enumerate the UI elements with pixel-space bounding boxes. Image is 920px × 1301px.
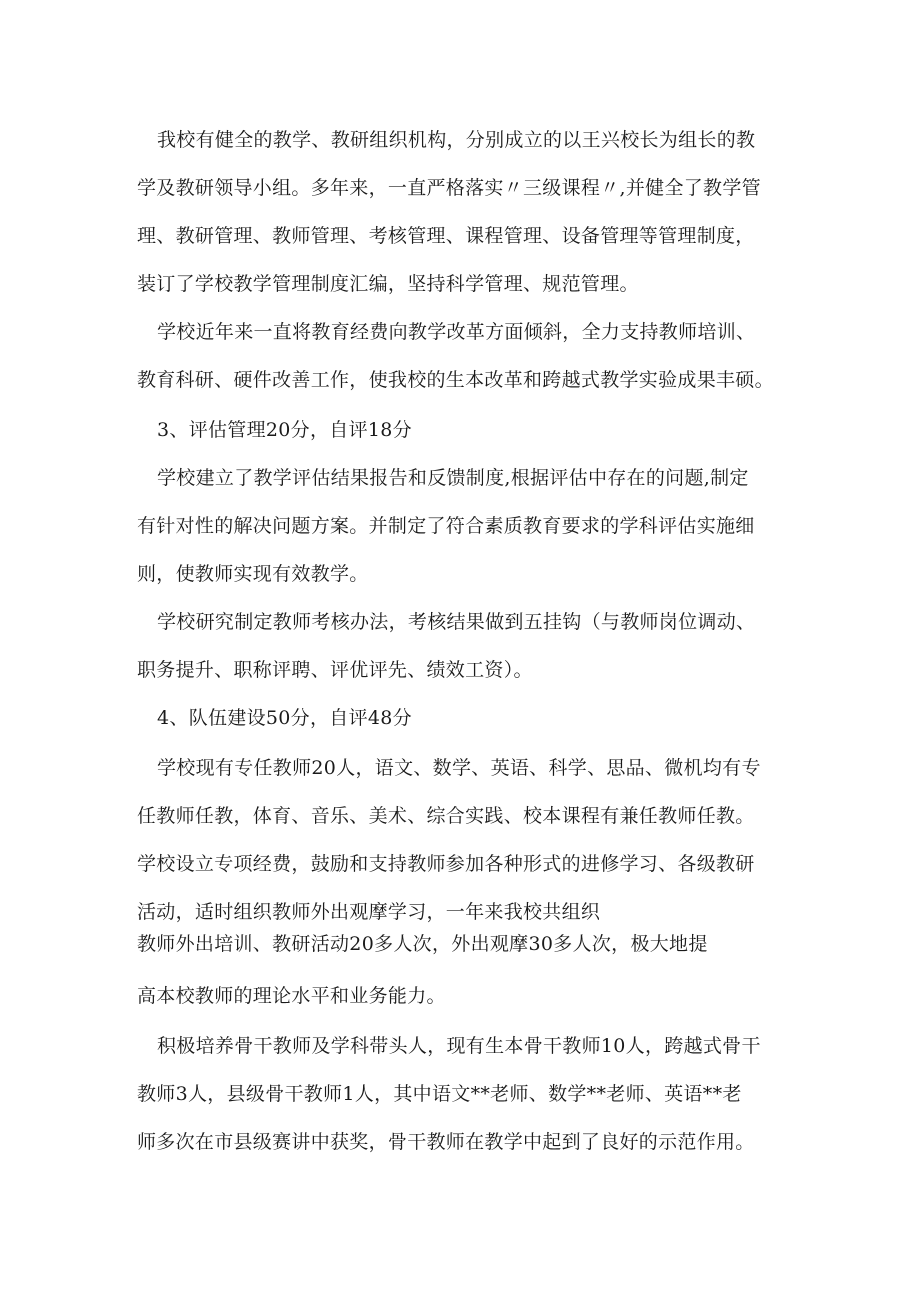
text-line: 学校研究制定教师考核办法，考核结果做到五挂钩（与教师岗位调动、	[157, 611, 756, 633]
text-line: 学校现有专任教师20人，语文、数学、英语、科学、思品、微机均有专	[157, 757, 761, 779]
text-line: 学及教研领导小组。多年来，一直严格落实〃三级课程〃,并健全了教学管	[137, 177, 761, 199]
text-line: 活动，适时组织教师外出观摩学习，一年来我校共组织	[137, 901, 601, 923]
text-line: 有针对性的解决问题方案。并制定了符合素质教育要求的学科评估实施细	[137, 515, 755, 537]
text-line: 高本校教师的理论水平和业务能力。	[137, 985, 446, 1007]
section-heading: 4、队伍建设50分，自评48分	[157, 707, 412, 729]
text-line: 理、教研管理、教师管理、考核管理、课程管理、设备管理等管理制度，	[137, 225, 755, 247]
text-line: 则，使教师实现有效教学。	[137, 563, 369, 585]
text-line: 我校有健全的教学、教研组织机构，分别成立的以王兴校长为组长的教	[157, 129, 756, 151]
text-line: 积极培养骨干教师及学科带头人，现有生本骨干教师10人，跨越式骨干	[157, 1035, 761, 1057]
text-line: 教师外出培训、教研活动20多人次，外出观摩30多人次，极大地提	[137, 933, 708, 955]
text-line: 师多次在市县级赛讲中获奖，骨干教师在教学中起到了良好的示范作用。	[137, 1131, 755, 1153]
text-line: 学校建立了教学评估结果报告和反馈制度,根据评估中存在的问题,制定	[157, 467, 749, 489]
text-line: 任教师任教，体育、音乐、美术、综合实践、校本课程有兼任教师任教。	[137, 805, 755, 827]
text-line: 职务提升、职称评聘、评优评先、绩效工资）。	[137, 659, 533, 681]
text-line: 装订了学校教学管理制度汇编，坚持科学管理、规范管理。	[137, 273, 639, 295]
text-line: 教师3人，县级骨干教师1人，其中语文**老师、数学**老师、英语**老	[137, 1083, 742, 1105]
text-line: 学校设立专项经费，鼓励和支持教师参加各种形式的进修学习、各级教研	[137, 853, 755, 875]
section-heading: 3、评估管理20分，自评18分	[157, 419, 412, 441]
text-line: 教育科研、硬件改善工作，使我校的生本改革和跨越式教学实验成果丰硕。	[137, 369, 774, 391]
text-line: 学校近年来一直将教育经费向教学改革方面倾斜，全力支持教师培训、	[157, 321, 756, 343]
